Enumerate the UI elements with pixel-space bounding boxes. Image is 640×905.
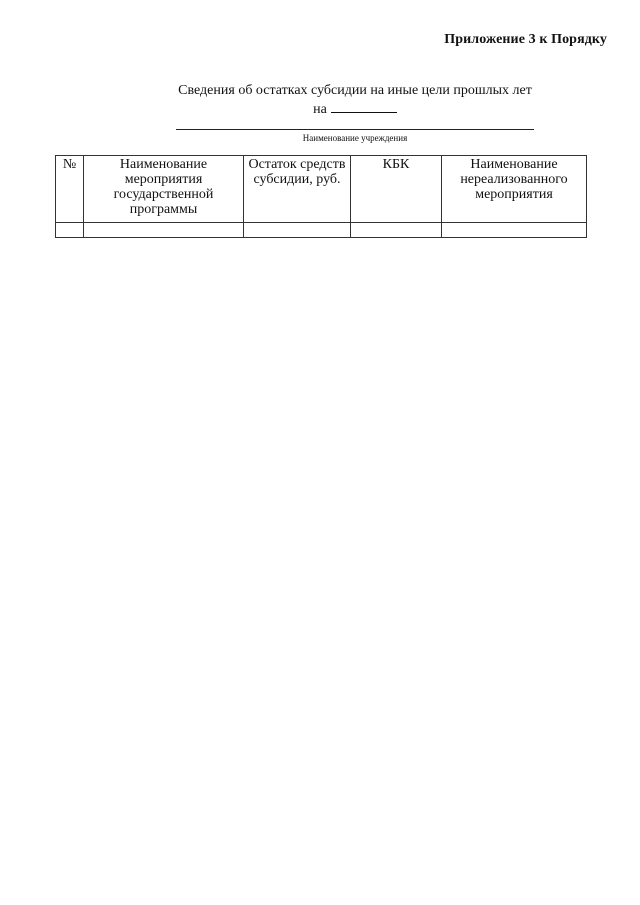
date-prefix: на	[313, 102, 327, 117]
table-cell	[84, 223, 244, 238]
subsidy-balance-table	[55, 155, 587, 238]
table-row	[56, 223, 587, 238]
appendix-label: Приложение 3 к Порядку	[444, 32, 607, 47]
date-line	[130, 99, 580, 118]
institution-caption: Наименование учреждения	[302, 133, 408, 143]
column-header-kbk: КБК	[351, 156, 442, 223]
table-cell	[351, 223, 442, 238]
column-header-number: №	[56, 156, 84, 223]
column-header-subsidy-balance: Остаток средств субсидии, руб.	[244, 156, 351, 223]
column-header-unrealized-activity: Наименование нереализованного мероприятия	[442, 156, 587, 223]
table-cell	[56, 223, 84, 238]
table-cell	[442, 223, 587, 238]
table-header-row	[56, 156, 587, 223]
document-title: Сведения об остатках субсидии на иные цели прошлых лет	[178, 83, 532, 98]
column-header-program-activity: Наименование мероприятия государственной программы	[84, 156, 244, 223]
table-cell	[244, 223, 351, 238]
institution-name-line	[176, 129, 534, 130]
date-blank-field	[331, 99, 397, 113]
